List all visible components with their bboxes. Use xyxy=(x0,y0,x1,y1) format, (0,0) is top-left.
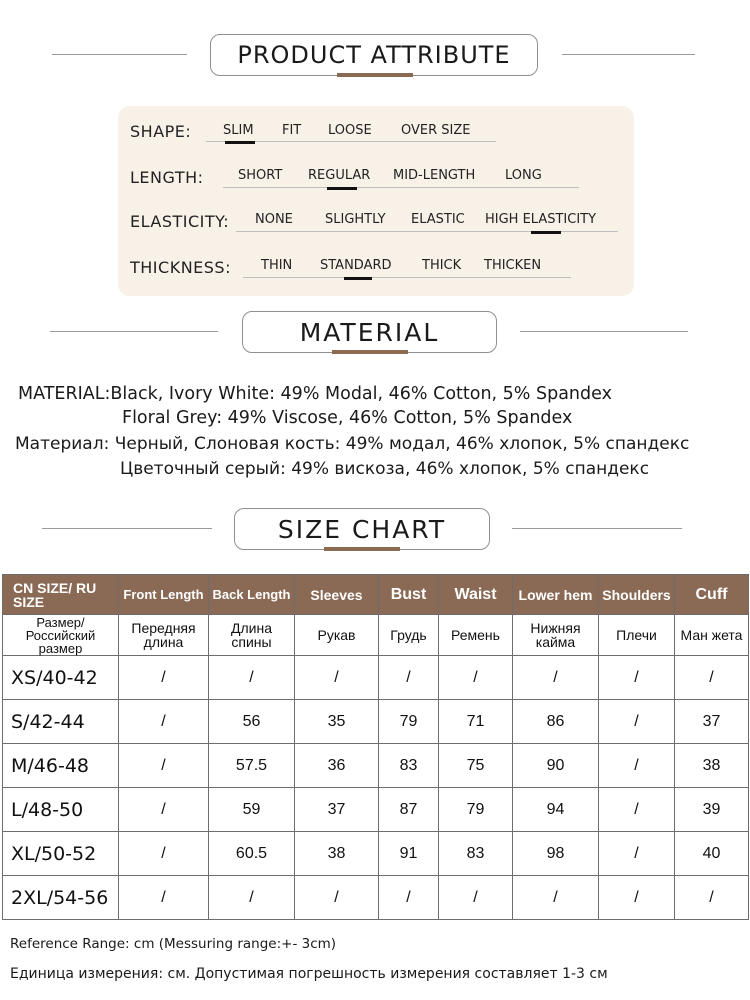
attribute-option: NONE xyxy=(255,212,293,227)
table-cell: 38 xyxy=(295,832,379,876)
table-cell: 39 xyxy=(675,788,749,832)
table-cell: 98 xyxy=(513,832,599,876)
column-header: Нижняя кайма xyxy=(513,615,599,656)
selected-marker xyxy=(327,187,357,190)
table-cell: / xyxy=(439,876,513,920)
column-header: Рукав xyxy=(295,615,379,656)
table-cell: / xyxy=(675,876,749,920)
title-underline xyxy=(332,350,408,354)
divider xyxy=(520,331,688,332)
table-cell: 91 xyxy=(379,832,439,876)
column-header: Cuff xyxy=(675,575,749,615)
table-cell: 83 xyxy=(379,744,439,788)
table-cell: 59 xyxy=(209,788,295,832)
attribute-option: STANDARD xyxy=(320,258,392,273)
table-cell: 75 xyxy=(439,744,513,788)
table-header-row xyxy=(3,575,749,615)
section-title: MATERIAL xyxy=(242,311,497,353)
attribute-option: MID-LENGTH xyxy=(393,168,476,183)
column-header: Waist xyxy=(439,575,513,615)
table-cell: / xyxy=(599,656,675,700)
attribute-label: THICKNESS: xyxy=(130,258,231,277)
column-header: Lower hem xyxy=(513,575,599,615)
table-cell: / xyxy=(599,744,675,788)
title-underline xyxy=(337,73,413,77)
table-cell: 35 xyxy=(295,700,379,744)
size-chart-table xyxy=(2,574,749,920)
table-cell: / xyxy=(379,876,439,920)
table-row xyxy=(3,744,749,788)
material-line: Материал: Черный, Слоновая кость: 49% модал, 46% хлопок, 5% спандекс xyxy=(15,434,690,454)
attribute-row-thickness xyxy=(118,256,634,296)
column-header: Размер/ Российский размер xyxy=(3,615,119,656)
attribute-section-header xyxy=(0,34,750,78)
attribute-option: SLIGHTLY xyxy=(325,212,386,227)
section-title: SIZE CHART xyxy=(234,508,490,550)
divider xyxy=(512,528,682,529)
table-cell: / xyxy=(513,656,599,700)
attribute-option: THICKEN xyxy=(484,258,542,273)
table-cell: 38 xyxy=(675,744,749,788)
table-cell: 37 xyxy=(675,700,749,744)
table-cell: 71 xyxy=(439,700,513,744)
column-header: Плечи xyxy=(599,615,675,656)
table-cell: / xyxy=(119,876,209,920)
table-cell: 79 xyxy=(439,788,513,832)
attribute-option: LOOSE xyxy=(328,123,372,138)
attribute-row-elasticity xyxy=(118,210,634,250)
table-cell: / xyxy=(119,744,209,788)
table-cell: / xyxy=(119,832,209,876)
column-header: CN SIZE/ RU SIZE xyxy=(3,575,119,615)
material-line: Floral Grey: 49% Viscose, 46% Cotton, 5% Spandex xyxy=(122,408,573,428)
attribute-option: OVER SIZE xyxy=(401,123,471,138)
table-cell: / xyxy=(599,832,675,876)
attribute-option: REGULAR xyxy=(308,168,371,183)
table-cell: 56 xyxy=(209,700,295,744)
size-cell: 2XL/54-56 xyxy=(3,876,119,920)
size-cell: L/48-50 xyxy=(3,788,119,832)
table-cell: / xyxy=(599,876,675,920)
size-cell: M/46-48 xyxy=(3,744,119,788)
table-cell: 83 xyxy=(439,832,513,876)
table-cell: 60.5 xyxy=(209,832,295,876)
table-cell: 86 xyxy=(513,700,599,744)
table-cell: / xyxy=(675,656,749,700)
attribute-label: SHAPE: xyxy=(130,122,192,141)
attribute-option: HIGH ELASTICITY xyxy=(485,212,597,227)
attribute-option: LONG xyxy=(505,168,542,183)
divider xyxy=(223,187,579,188)
table-row xyxy=(3,700,749,744)
divider xyxy=(243,277,571,278)
table-cell: / xyxy=(439,656,513,700)
section-title: PRODUCT ATTRIBUTE xyxy=(210,34,538,76)
selected-marker xyxy=(531,231,561,234)
reference-note-ru: Единица измерения: см. Допустимая погрешность измерения составляет 1-3 см xyxy=(10,966,608,982)
table-cell: / xyxy=(599,700,675,744)
attribute-row-shape xyxy=(118,120,634,160)
table-cell: / xyxy=(209,876,295,920)
attribute-option: SLIM xyxy=(223,123,254,138)
attribute-option: ELASTIC xyxy=(411,212,465,227)
table-cell: / xyxy=(379,656,439,700)
table-cell: / xyxy=(513,876,599,920)
table-cell: 40 xyxy=(675,832,749,876)
title-underline xyxy=(324,547,400,551)
table-cell: 79 xyxy=(379,700,439,744)
attribute-option: THIN xyxy=(261,258,293,273)
table-cell: / xyxy=(295,876,379,920)
size-cell: S/42-44 xyxy=(3,700,119,744)
table-cell: / xyxy=(119,700,209,744)
selected-marker xyxy=(225,141,255,144)
attribute-option: SHORT xyxy=(238,168,283,183)
table-cell: 94 xyxy=(513,788,599,832)
column-header: Sleeves xyxy=(295,575,379,615)
divider xyxy=(52,54,187,55)
column-header: Передняя длина xyxy=(119,615,209,656)
table-cell: 57.5 xyxy=(209,744,295,788)
attribute-label: ELASTICITY: xyxy=(130,212,230,231)
table-header-row-ru xyxy=(3,615,749,656)
column-header: Грудь xyxy=(379,615,439,656)
table-cell: 36 xyxy=(295,744,379,788)
table-cell: 90 xyxy=(513,744,599,788)
column-header: Back Length xyxy=(209,575,295,615)
column-header: Ремень xyxy=(439,615,513,656)
column-header: Ман жета xyxy=(675,615,749,656)
attribute-row-length xyxy=(118,166,634,206)
table-cell: / xyxy=(119,788,209,832)
table-cell: 37 xyxy=(295,788,379,832)
table-cell: / xyxy=(209,656,295,700)
divider xyxy=(562,54,695,55)
material-line: Цветочный серый: 49% вискоза, 46% хлопок, 5% спандекс xyxy=(120,459,650,479)
column-header: Bust xyxy=(379,575,439,615)
material-section-header xyxy=(0,311,750,355)
column-header: Front Length xyxy=(119,575,209,615)
divider xyxy=(42,528,212,529)
selected-marker xyxy=(344,277,372,280)
attribute-option: FIT xyxy=(282,123,302,138)
material-line: MATERIAL:Black, Ivory White: 49% Modal, 46% Cotton, 5% Spandex xyxy=(18,384,612,404)
column-header: Shoulders xyxy=(599,575,675,615)
table-cell: / xyxy=(119,656,209,700)
size-cell: XS/40-42 xyxy=(3,656,119,700)
size-chart-section-header xyxy=(0,508,750,552)
table-row xyxy=(3,788,749,832)
reference-note: Reference Range: cm (Messuring range:+- 3cm) xyxy=(10,936,337,952)
table-row xyxy=(3,832,749,876)
attribute-option: THICK xyxy=(422,258,462,273)
table-cell: / xyxy=(599,788,675,832)
attribute-label: LENGTH: xyxy=(130,168,204,187)
table-cell: 87 xyxy=(379,788,439,832)
column-header: Длина спины xyxy=(209,615,295,656)
divider xyxy=(50,331,218,332)
table-row xyxy=(3,876,749,920)
table-row xyxy=(3,656,749,700)
table-cell: / xyxy=(295,656,379,700)
size-cell: XL/50-52 xyxy=(3,832,119,876)
attribute-panel xyxy=(118,106,634,296)
